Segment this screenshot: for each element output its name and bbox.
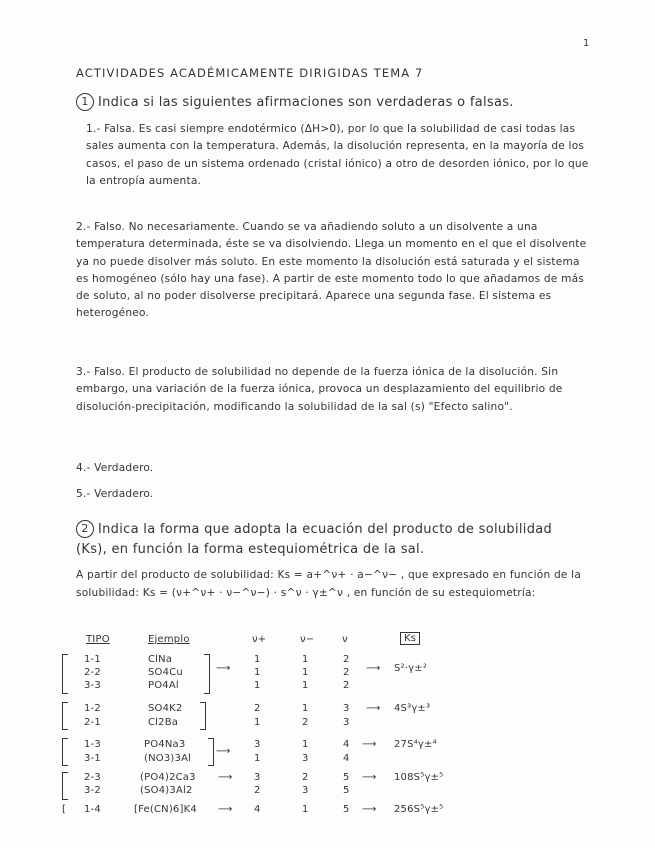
cell-v-plus: 1 xyxy=(254,654,261,665)
table-row xyxy=(62,785,582,797)
cell-ejemplo: SO4Cu xyxy=(148,667,183,678)
cell-v: 5 xyxy=(343,785,350,796)
cell-ejemplo: PO4Al xyxy=(148,680,179,691)
arrow-icon: ⟶ xyxy=(362,804,377,815)
cell-ejemplo: [Fe(CN)6]K4 xyxy=(134,804,197,815)
answers-q1-b xyxy=(76,219,591,328)
cell-tipo: 1-3 xyxy=(84,739,101,750)
question-number-2: 2 xyxy=(76,520,94,538)
cell-ejemplo: ClNa xyxy=(148,654,173,665)
cell-v: 3 xyxy=(343,717,350,728)
header-v: ν xyxy=(342,634,348,645)
table-row xyxy=(62,753,582,765)
cell-v-minus: 2 xyxy=(302,717,309,728)
bracket-glyph: [ xyxy=(62,804,67,815)
answers-q1-c xyxy=(76,364,591,421)
answer-1: 1.- Falsa. Es casi siempre endotérmico (ΔH>0), por lo que la solubilidad de casi todas las sales aumenta con la temperatura. Además, la disolución representa, en la mayoría de los casos, el paso de un sistema ordenado (cristal iónico) a otro de desorden iónico, por lo que la entropía aumenta. xyxy=(86,123,589,187)
header-tipo: TIPO xyxy=(86,634,110,645)
cell-tipo: 3-3 xyxy=(84,680,101,691)
cell-v-minus: 3 xyxy=(302,785,309,796)
cell-tipo: 2-1 xyxy=(84,717,101,728)
table-row xyxy=(62,654,582,666)
cell-v-minus: 1 xyxy=(302,804,309,815)
arrow-icon: ⟶ xyxy=(366,663,381,674)
cell-v-minus: 1 xyxy=(302,703,309,714)
arrow-icon: ⟶ xyxy=(362,739,377,750)
question-2-text: Indica la forma que adopta la ecuación del producto de solubilidad (Ks), en función la forma estequiométrica de la sal. xyxy=(76,522,553,557)
ks-expression: 108S⁵γ±⁵ xyxy=(394,772,444,783)
group-1 xyxy=(62,654,582,694)
cell-ejemplo: Cl2Ba xyxy=(148,717,179,728)
cell-tipo: 1-1 xyxy=(84,654,101,665)
arrow-icon: ⟶ xyxy=(216,746,231,757)
cell-v: 4 xyxy=(343,753,350,764)
cell-v-plus: 4 xyxy=(254,804,261,815)
question-number-1: 1 xyxy=(76,93,94,111)
cell-v: 2 xyxy=(343,667,350,678)
table-row xyxy=(62,703,582,715)
answers-q1 xyxy=(86,121,591,195)
answer-2: 2.- Falso. No necesariamente. Cuando se va añadiendo soluto a un disolvente a una temperatura determinada, éste se va disolviendo. Llega un momento en el que el disolvente ya no puede disolver más soluto. En este momento la disolución está saturada y el sistema es homogéneo (sólo hay una fase). A partir de este momento todo lo que añadamos de más de soluto, al no poder disolverse precipitará. Aparece una segunda fase. El sistema es heterogéneo. xyxy=(76,221,587,320)
table-row xyxy=(62,717,582,729)
cell-ejemplo: (NO3)3Al xyxy=(144,753,192,764)
table-row xyxy=(62,739,582,751)
cell-tipo: 2-3 xyxy=(84,772,101,783)
header-v-minus: ν− xyxy=(300,634,315,645)
cell-tipo: 3-1 xyxy=(84,753,101,764)
q2-intro: A partir del producto de solubilidad: Ks = a+^ν+ · a−^ν− , que expresado en función de la solubilidad: Ks = (ν+^ν+ · ν−^ν−) · s^ν · γ±^ν , en función de su estequiometría: xyxy=(76,569,582,599)
cell-v-plus: 1 xyxy=(254,753,261,764)
cell-v: 5 xyxy=(343,804,350,815)
ks-expression: 256S⁵γ±⁵ xyxy=(394,804,444,815)
cell-tipo: 3-2 xyxy=(84,785,101,796)
arrow-icon: ⟶ xyxy=(218,772,233,783)
group-3 xyxy=(62,738,582,766)
cell-v-plus: 1 xyxy=(254,717,261,728)
ks-expression: S²·γ±² xyxy=(394,663,428,674)
cell-v: 2 xyxy=(343,680,350,691)
arrow-icon: ⟶ xyxy=(362,772,377,783)
cell-ejemplo: (PO4)2Ca3 xyxy=(140,772,196,783)
cell-v-plus: 2 xyxy=(254,703,261,714)
group-5 xyxy=(62,804,582,818)
table-row xyxy=(62,680,582,692)
cell-ejemplo: PO4Na3 xyxy=(144,739,186,750)
ks-expression: 27S⁴γ±⁴ xyxy=(394,739,437,750)
answer-5: 5.- Verdadero. xyxy=(76,488,154,500)
arrow-icon: ⟶ xyxy=(218,804,233,815)
cell-tipo: 2-2 xyxy=(84,667,101,678)
cell-ejemplo: SO4K2 xyxy=(148,703,183,714)
arrow-icon: ⟶ xyxy=(366,703,381,714)
cell-v-minus: 1 xyxy=(302,654,309,665)
ks-expression: 4S³γ±³ xyxy=(394,703,431,714)
answers-q1-e xyxy=(76,486,581,508)
cell-v-plus: 2 xyxy=(254,785,261,796)
header-ks: Ks xyxy=(400,632,420,645)
cell-v-minus: 1 xyxy=(302,739,309,750)
cell-tipo: 1-2 xyxy=(84,703,101,714)
arrow-icon: ⟶ xyxy=(216,663,231,674)
cell-v-minus: 3 xyxy=(302,753,309,764)
cell-v-minus: 1 xyxy=(302,680,309,691)
page-number: 1 xyxy=(583,38,590,49)
group-2 xyxy=(62,702,582,730)
header-v-plus: ν+ xyxy=(252,634,267,645)
cell-v: 4 xyxy=(343,739,350,750)
cell-v-plus: 1 xyxy=(254,680,261,691)
cell-v-minus: 2 xyxy=(302,772,309,783)
cell-v: 2 xyxy=(343,654,350,665)
group-4 xyxy=(62,772,582,800)
cell-v: 3 xyxy=(343,703,350,714)
table-row xyxy=(62,804,582,816)
page-title: ACTIVIDADES ACADÉMICAMENTE DIRIGIDAS TEMA 7 xyxy=(76,66,424,80)
answer-4: 4.- Verdadero. xyxy=(76,462,154,474)
question-1 xyxy=(76,93,606,113)
cell-v: 5 xyxy=(343,772,350,783)
question-2 xyxy=(76,520,576,560)
table-row xyxy=(62,772,582,784)
cell-v-plus: 1 xyxy=(254,667,261,678)
question-1-text: Indica si las siguientes afirmaciones son verdaderas o falsas. xyxy=(98,95,514,110)
answer-3: 3.- Falso. El producto de solubilidad no depende de la fuerza iónica de la disolución. Sin embargo, una variación de la fuerza iónica, provoca un desplazamiento del equilibrio de disolución-precipitación, modificando la solubilidad de la sal (s) "Efecto salino". xyxy=(76,366,563,413)
answers-q1-d xyxy=(76,460,581,482)
cell-ejemplo: (SO4)3Al2 xyxy=(140,785,193,796)
cell-v-minus: 1 xyxy=(302,667,309,678)
cell-tipo: 1-4 xyxy=(84,804,101,815)
cell-v-plus: 3 xyxy=(254,772,261,783)
header-ejemplo: Ejemplo xyxy=(148,634,190,645)
table-row xyxy=(62,667,582,679)
cell-v-plus: 3 xyxy=(254,739,261,750)
